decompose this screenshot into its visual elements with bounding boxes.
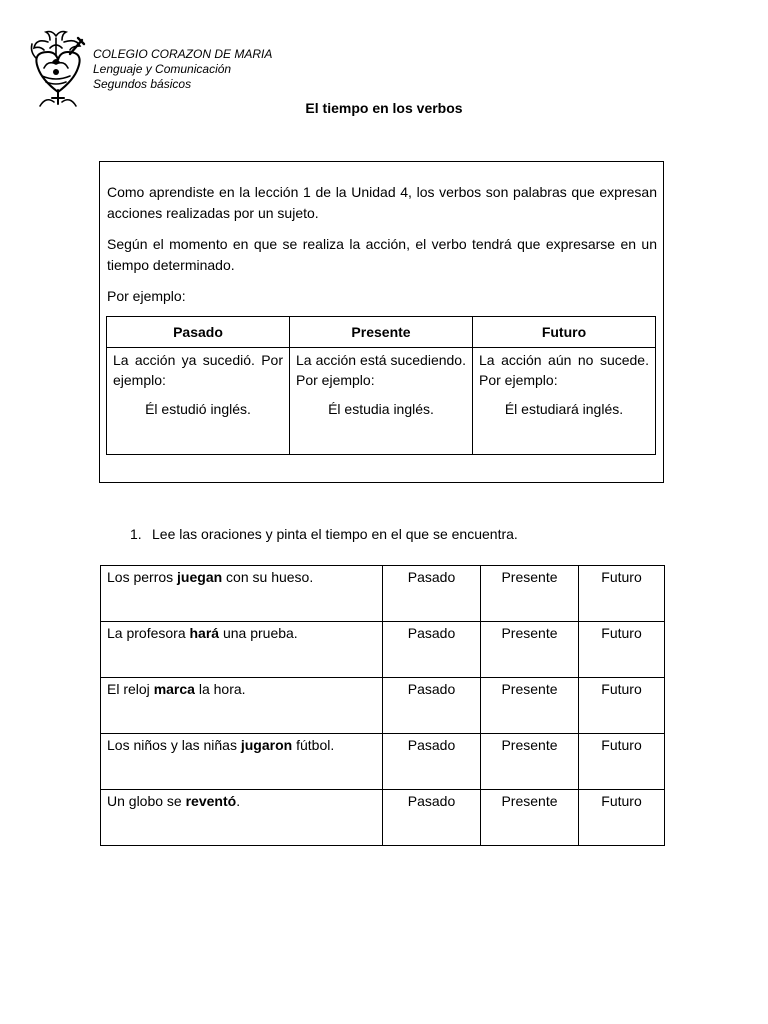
sentence-text: la hora. bbox=[194, 681, 246, 697]
option-pasado[interactable]: Pasado bbox=[383, 734, 481, 790]
tense-example: Él estudió inglés. bbox=[145, 401, 251, 417]
exercise-table bbox=[100, 565, 665, 846]
sentence-text: La profesora bbox=[107, 625, 190, 641]
sentence-verb: marca bbox=[153, 681, 195, 697]
intro-example-label: Por ejemplo: bbox=[107, 288, 186, 304]
sentence-cell bbox=[101, 790, 383, 846]
tense-cell-futuro bbox=[473, 348, 656, 455]
sentence-text: una prueba. bbox=[219, 625, 298, 641]
sentence-text: Un globo se bbox=[107, 793, 186, 809]
table-row bbox=[101, 566, 665, 622]
sentence-cell bbox=[101, 678, 383, 734]
school-header bbox=[93, 47, 272, 92]
sentence-text: El reloj bbox=[107, 681, 154, 697]
tense-example: Él estudia inglés. bbox=[328, 401, 434, 417]
tense-description: La acción ya sucedió. Por ejemplo: bbox=[113, 352, 283, 388]
table-row bbox=[101, 678, 665, 734]
intro-box bbox=[99, 161, 664, 483]
sentence-cell bbox=[101, 622, 383, 678]
option-futuro[interactable]: Futuro bbox=[579, 566, 665, 622]
option-presente[interactable]: Presente bbox=[481, 790, 579, 846]
tense-table bbox=[106, 316, 656, 455]
option-presente[interactable]: Presente bbox=[481, 566, 579, 622]
option-futuro[interactable]: Futuro bbox=[579, 790, 665, 846]
option-presente[interactable]: Presente bbox=[481, 678, 579, 734]
tense-example: Él estudiará inglés. bbox=[504, 401, 624, 417]
sentence-text: fútbol. bbox=[292, 737, 335, 753]
sentence-text: Los niños y las niñas bbox=[107, 737, 241, 753]
option-pasado[interactable]: Pasado bbox=[383, 790, 481, 846]
tense-header-futuro: Futuro bbox=[473, 317, 656, 348]
sentence-text: con su hueso. bbox=[222, 569, 314, 585]
instruction bbox=[130, 526, 518, 542]
tense-header-presente: Presente bbox=[290, 317, 473, 348]
tense-header-pasado: Pasado bbox=[107, 317, 290, 348]
grade-level: Segundos básicos bbox=[93, 77, 192, 91]
table-row bbox=[101, 734, 665, 790]
option-presente[interactable]: Presente bbox=[481, 734, 579, 790]
tense-description: La acción aún no sucede. Por ejemplo: bbox=[479, 352, 649, 388]
page-title: El tiempo en los verbos bbox=[305, 100, 463, 116]
intro-paragraph-1: Como aprendiste en la lección 1 de la Unidad 4, los verbos son palabras que expresan acciones realizadas por un sujeto. bbox=[107, 184, 657, 221]
sentence-verb: juegan bbox=[177, 569, 223, 585]
sentence-text: Los perros bbox=[107, 569, 178, 585]
option-futuro[interactable]: Futuro bbox=[579, 678, 665, 734]
intro-paragraph-2: Según el momento en que se realiza la acción, el verbo tendrá que expresarse en un tiempo determinado. bbox=[107, 236, 657, 273]
sentence-text: . bbox=[236, 793, 241, 809]
option-pasado[interactable]: Pasado bbox=[383, 566, 481, 622]
tense-description: La acción está sucediendo. Por ejemplo: bbox=[296, 352, 466, 388]
option-pasado[interactable]: Pasado bbox=[383, 678, 481, 734]
option-presente[interactable]: Presente bbox=[481, 622, 579, 678]
sentence-verb: hará bbox=[189, 625, 220, 641]
sentence-verb: reventó bbox=[185, 793, 237, 809]
option-futuro[interactable]: Futuro bbox=[579, 622, 665, 678]
school-name: COLEGIO CORAZON DE MARIA bbox=[93, 47, 273, 61]
instruction-number: 1. bbox=[130, 526, 142, 542]
tense-cell-pasado bbox=[107, 348, 290, 455]
table-row bbox=[101, 790, 665, 846]
sentence-cell bbox=[101, 566, 383, 622]
sentence-cell bbox=[101, 734, 383, 790]
instruction-text: Lee las oraciones y pinta el tiempo en el que se encuentra. bbox=[152, 526, 518, 542]
tense-cell-presente bbox=[290, 348, 473, 455]
option-pasado[interactable]: Pasado bbox=[383, 622, 481, 678]
table-row bbox=[101, 622, 665, 678]
subject-name: Lenguaje y Comunicación bbox=[93, 62, 232, 76]
sentence-verb: jugaron bbox=[240, 737, 293, 753]
option-futuro[interactable]: Futuro bbox=[579, 734, 665, 790]
